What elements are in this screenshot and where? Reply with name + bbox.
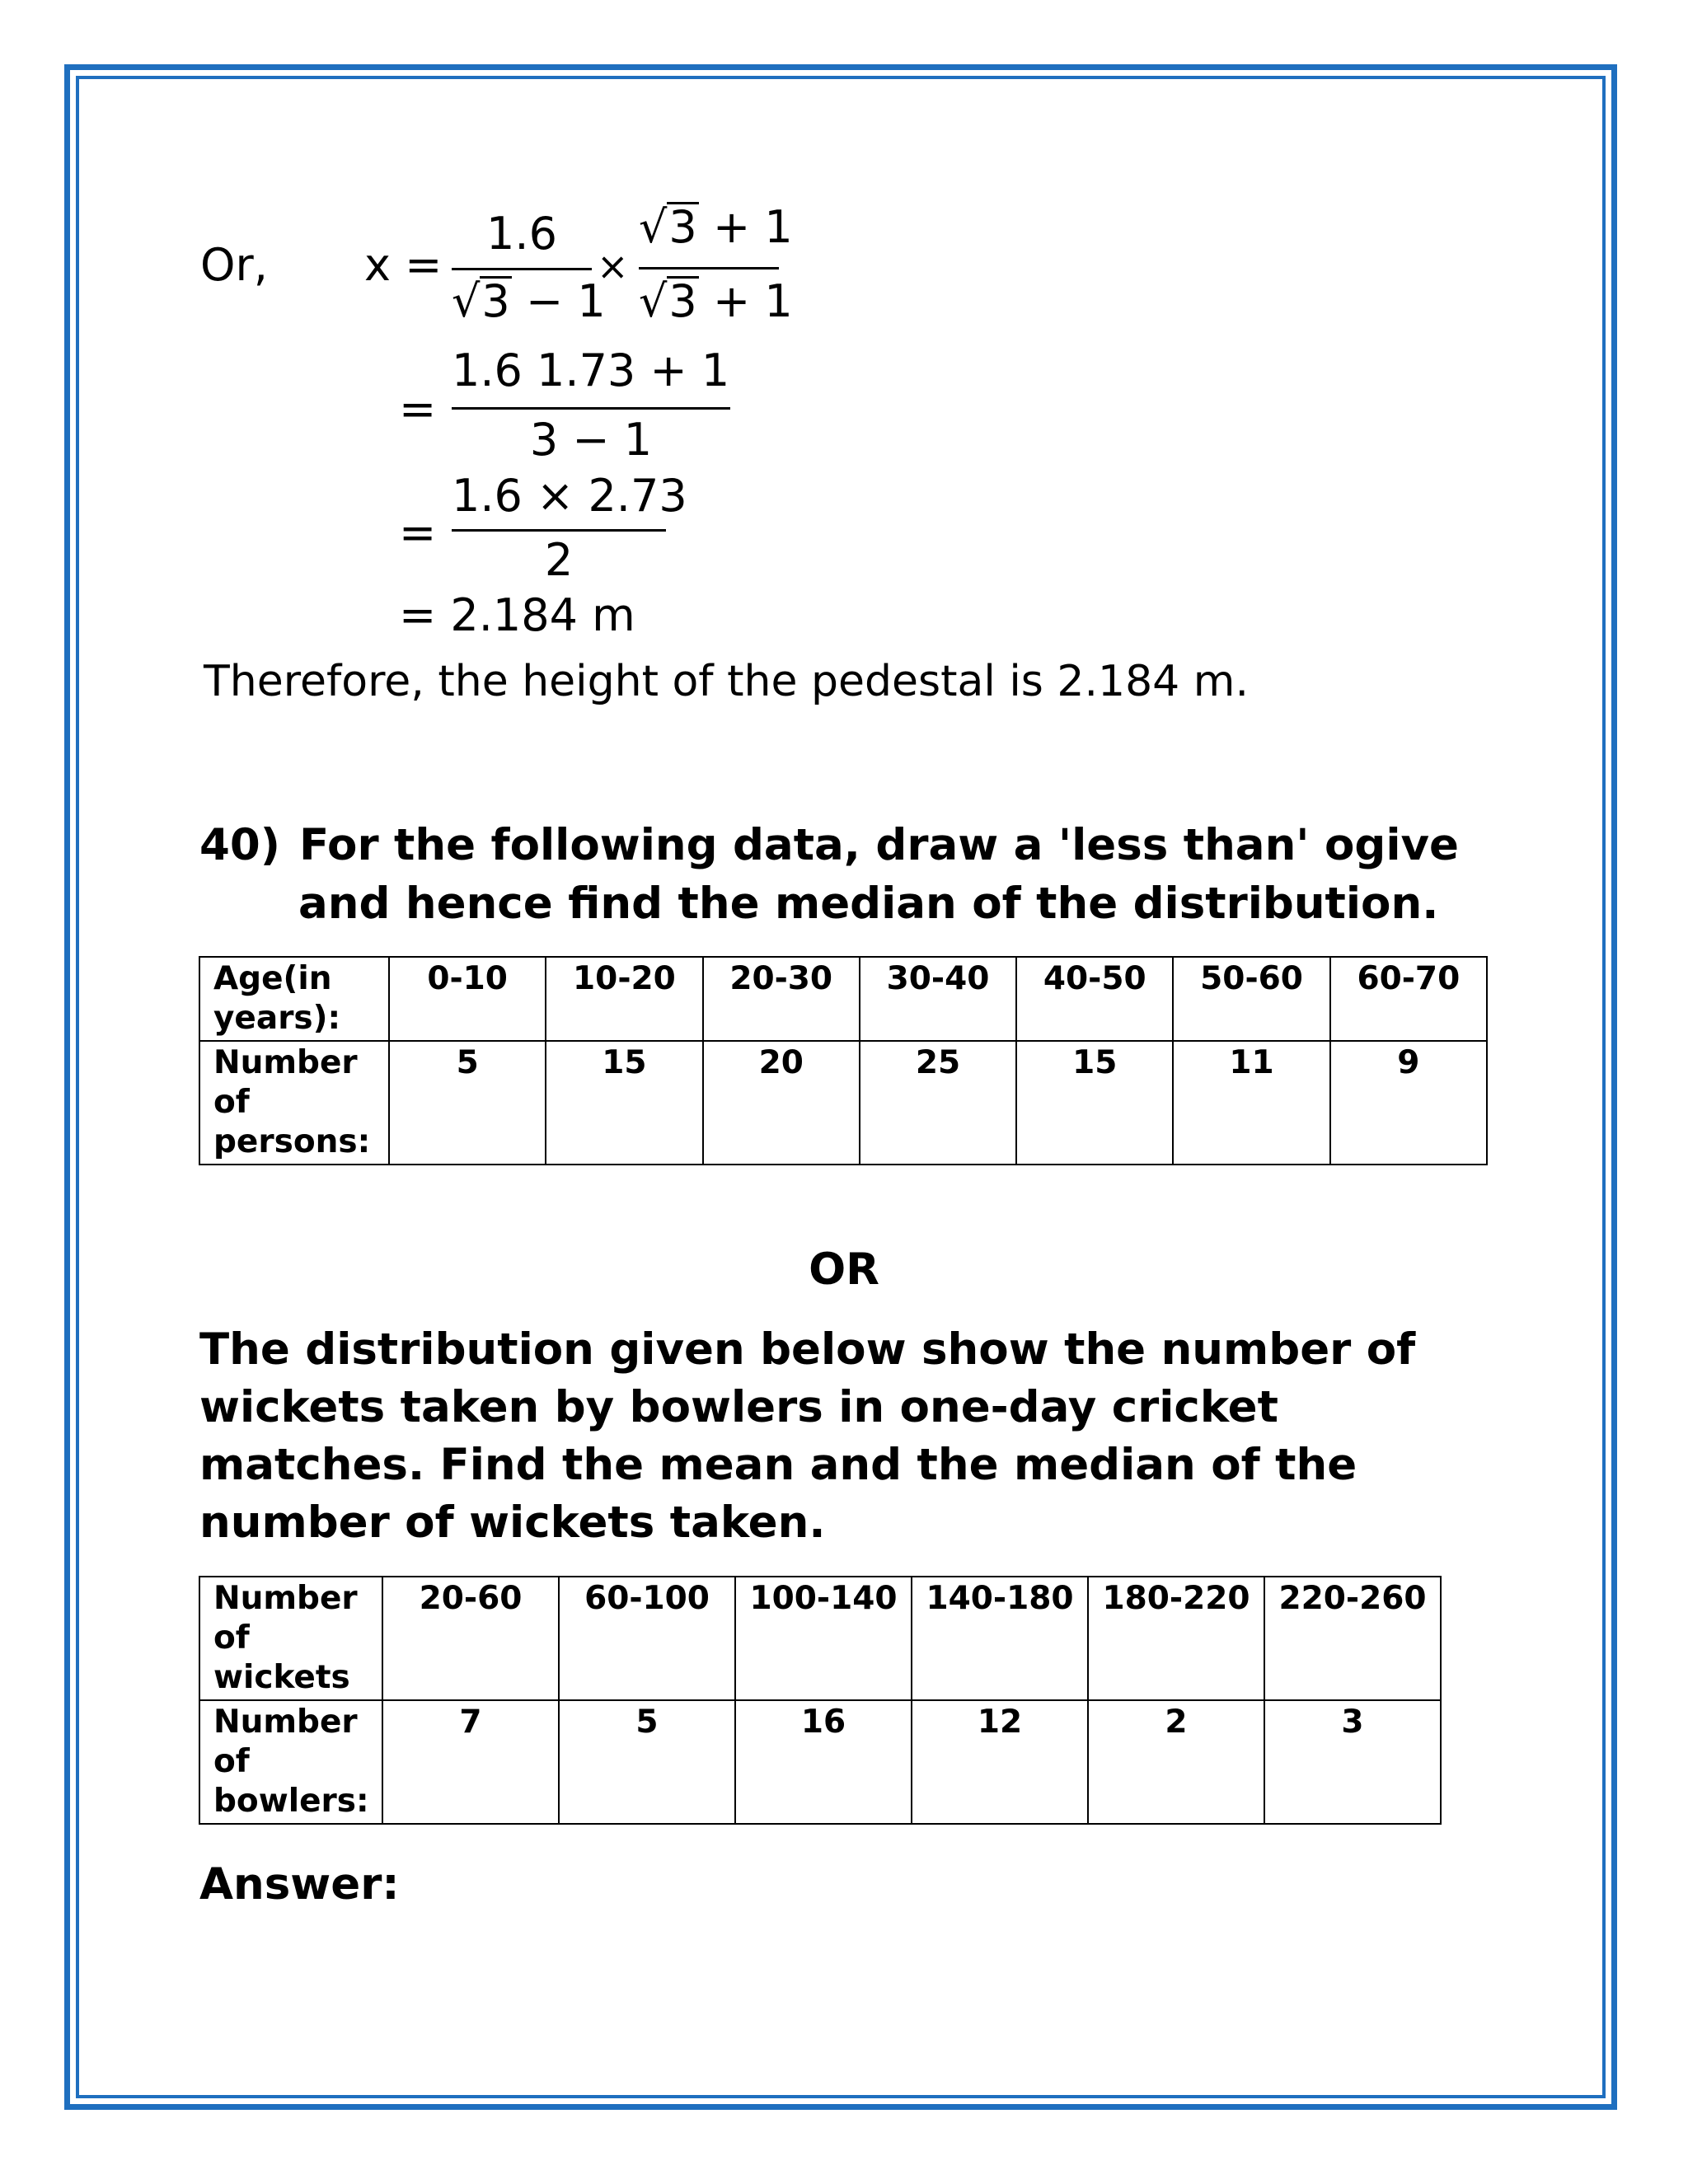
class-cell: 20-30 [703, 957, 860, 1041]
fraction-2-numerator: √3 + 1 [639, 201, 793, 253]
step3-denominator: 2 [544, 534, 574, 586]
fraction-1-denominator: √3 − 1 [452, 275, 606, 327]
answer-label: Answer: [199, 1859, 400, 1910]
fraction-1-bar [452, 268, 592, 270]
row-label: Number of persons: [199, 1041, 389, 1165]
sqrt-symbol: √3 [639, 201, 697, 253]
sqrt-symbol: √3 [452, 275, 510, 327]
value-cell: 15 [1016, 1041, 1173, 1165]
table-row [199, 1041, 1487, 1165]
question-number: 40) [199, 820, 280, 870]
class-cell: 60-70 [1330, 957, 1487, 1041]
class-cell: 20-60 [382, 1577, 559, 1700]
row-label: Age(in years): [199, 957, 389, 1041]
step3-equals: = [399, 507, 437, 559]
class-cell: 30-40 [860, 957, 1016, 1041]
class-cell: 100-140 [735, 1577, 912, 1700]
fraction-step3 [452, 470, 687, 586]
fraction-2-denominator: √3 + 1 [639, 275, 793, 327]
value-cell: 20 [703, 1041, 860, 1165]
value-cell: 5 [559, 1700, 735, 1824]
fraction-1 [452, 208, 606, 331]
table-row [199, 957, 1487, 1041]
value-cell: 9 [1330, 1041, 1487, 1165]
class-cell: 60-100 [559, 1577, 735, 1700]
question-line-2: and hence find the median of the distribution. [298, 879, 1439, 929]
or-label: Or, [200, 239, 268, 291]
table-row [199, 1700, 1441, 1824]
value-cell: 25 [860, 1041, 1016, 1165]
fraction-2 [639, 201, 793, 333]
step2-bar [452, 407, 730, 410]
class-cell: 220-260 [1264, 1577, 1441, 1700]
question-line-1: For the following data, draw a 'less than' ogive [299, 820, 1459, 870]
fraction-step2 [452, 344, 730, 468]
or-separator: OR [809, 1244, 879, 1295]
value-cell: 7 [382, 1700, 559, 1824]
table-row [199, 1577, 1441, 1700]
wickets-distribution-table [199, 1576, 1442, 1825]
step3-bar [452, 529, 666, 532]
row-label: Number of bowlers: [199, 1700, 382, 1824]
fraction-2-bar [639, 267, 779, 269]
class-cell: 0-10 [389, 957, 546, 1041]
alternative-line: number of wickets taken. [199, 1497, 826, 1548]
row-label: Number of wickets [199, 1577, 382, 1700]
step2-equals: = [399, 383, 437, 435]
step2-denominator: 3 − 1 [529, 414, 653, 466]
alternative-line: The distribution given below show the number of [199, 1324, 1416, 1375]
x-equals: x = [364, 239, 443, 291]
class-cell: 140-180 [912, 1577, 1088, 1700]
value-cell: 12 [912, 1700, 1088, 1824]
class-cell: 180-220 [1088, 1577, 1264, 1700]
age-distribution-table [199, 956, 1488, 1165]
class-cell: 50-60 [1173, 957, 1329, 1041]
value-cell: 11 [1173, 1041, 1329, 1165]
result-line: = 2.184 m [399, 589, 635, 641]
alternative-question [199, 1321, 1415, 1552]
step2-numerator: 1.6 1.73 + 1 [452, 344, 730, 396]
value-cell: 5 [389, 1041, 546, 1165]
class-cell: 10-20 [546, 957, 702, 1041]
times-sign: × [597, 244, 629, 288]
value-cell: 2 [1088, 1700, 1264, 1824]
alternative-line: wickets taken by bowlers in one-day cricket [199, 1382, 1278, 1432]
sqrt-symbol: √3 [639, 275, 697, 327]
value-cell: 16 [735, 1700, 912, 1824]
value-cell: 15 [546, 1041, 702, 1165]
class-cell: 40-50 [1016, 957, 1173, 1041]
alternative-line: matches. Find the mean and the median of the [199, 1440, 1357, 1490]
step3-numerator: 1.6 × 2.73 [452, 470, 687, 522]
value-cell: 3 [1264, 1700, 1441, 1824]
conclusion-text: Therefore, the height of the pedestal is 2.184 m. [204, 657, 1249, 706]
fraction-1-numerator: 1.6 [486, 208, 557, 260]
